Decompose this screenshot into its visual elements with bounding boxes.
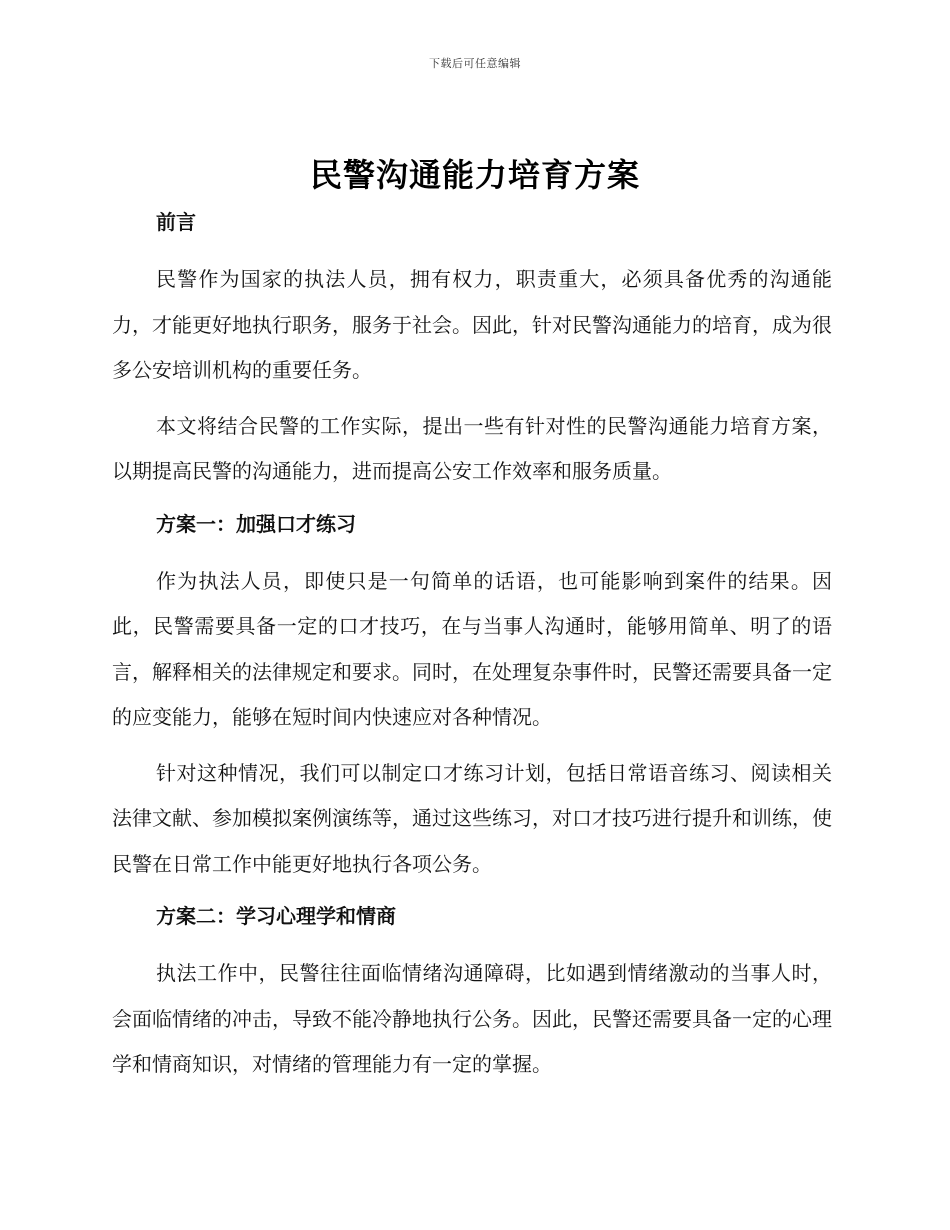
document-title: 民警沟通能力培育方案: [309, 156, 640, 194]
paragraph-preface-1: 民警作为国家的执法人员，拥有权力，职责重大，必须具备优秀的沟通能力，才能更好地执行职务，服务于社会。因此，针对民警沟通能力的培育，成为很多公安培训机构的重要任务。: [112, 267, 832, 382]
section-heading-plan1: 方案一：加强口才练习: [156, 511, 356, 536]
paragraph-preface-2: 本文将结合民警的工作实际，提出一些有针对性的民警沟通能力培育方案，以期提高民警的沟通能力，进而提高公安工作效率和服务质量。: [112, 413, 832, 483]
section-heading-preface: 前言: [156, 210, 196, 234]
section-heading-plan2: 方案二：学习心理学和情商: [156, 904, 396, 928]
paragraph-plan2-1: 执法工作中，民警往往面临情绪沟通障碍，比如遇到情绪激动的当事人时，会面临情绪的冲击，导致不能冷静地执行公务。因此，民警还需要具备一定的心理学和情商知识，对情绪的管理能力有一定的掌握。: [112, 961, 832, 1076]
document-body: [112, 205, 832, 1088]
paragraph-plan1-1: 作为执法人员，即使只是一句简单的话语，也可能影响到案件的结果。因此，民警需要具备一定的口才技巧，在与当事人沟通时，能够用简单、明了的语言，解释相关的法律规定和要求。同时，在处理复杂事件时，民警还需要具备一定的应变能力，能够在短时间内快速应对各种情况。: [112, 568, 832, 729]
paragraph-plan1-2: 针对这种情况，我们可以制定口才练习计划，包括日常语音练习、阅读相关法律文献、参加模拟案例演练等，通过这些练习，对口才技巧进行提升和训练，使民警在日常工作中能更好地执行各项公务。: [112, 760, 832, 876]
page-header-note: 下载后可任意编辑: [429, 57, 521, 70]
